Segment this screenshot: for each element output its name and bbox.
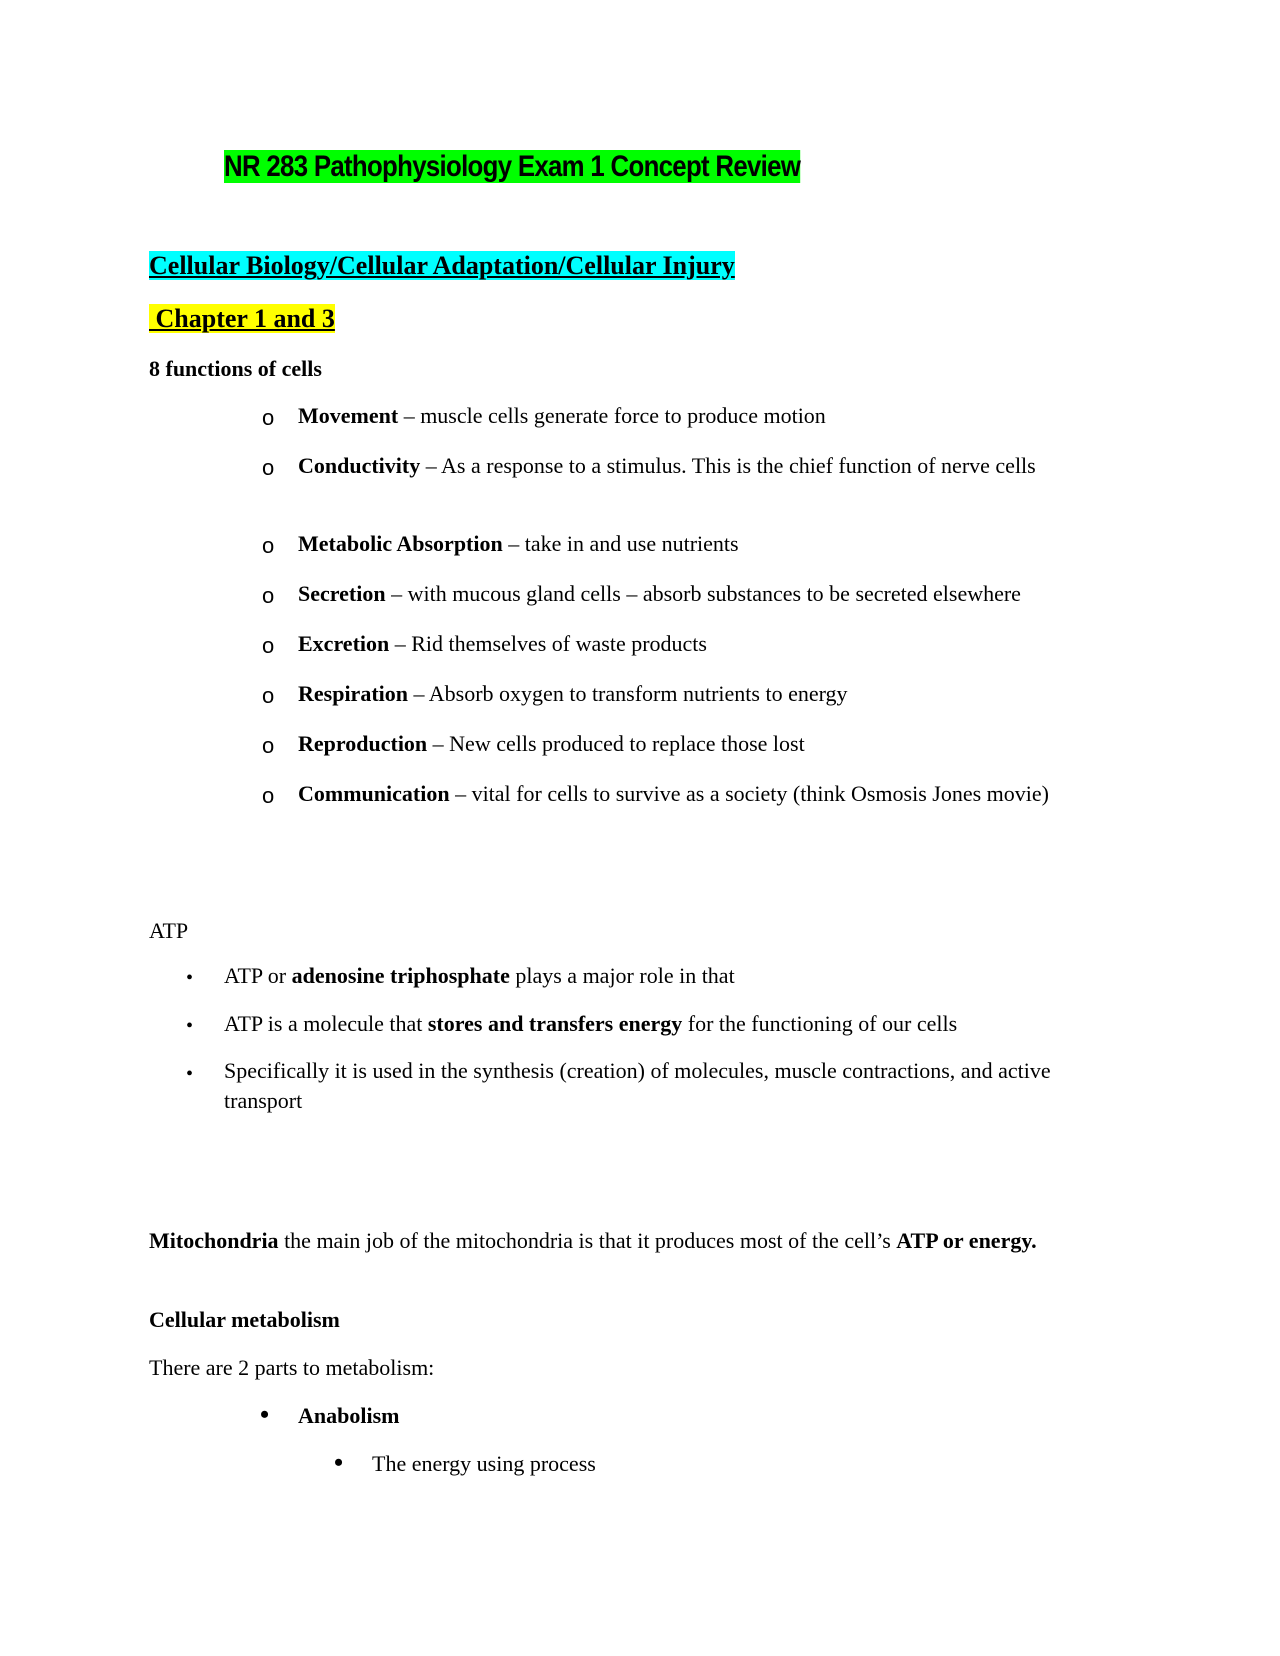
- function-desc: – As a response to a stimulus. This is the chief function of nerve cells: [420, 453, 1036, 478]
- function-desc: – New cells produced to replace those lost: [427, 731, 805, 756]
- list-item: [298, 728, 1118, 760]
- document-title-text: NR 283 Pathophysiology Exam 1 Concept Review: [224, 150, 801, 183]
- mitochondria-paragraph: [149, 1225, 1089, 1256]
- function-desc: – take in and use nutrients: [502, 531, 739, 556]
- list-item: [298, 400, 1118, 432]
- function-term: Communication: [298, 781, 450, 806]
- list-bullet: •: [260, 1400, 270, 1429]
- atp-text: ATP is a molecule that: [224, 1011, 428, 1036]
- function-term: Respiration: [298, 681, 408, 706]
- metabolism-intro: There are 2 parts to metabolism:: [149, 1355, 435, 1380]
- function-desc: – Rid themselves of waste products: [389, 631, 707, 656]
- list-bullet: o: [262, 733, 275, 758]
- list-item: [298, 678, 1118, 710]
- list-item: [224, 960, 1104, 992]
- mitochondria-bold-end: ATP or energy.: [896, 1228, 1037, 1253]
- function-term: Metabolic Absorption: [298, 531, 503, 556]
- metabolism-heading: Cellular metabolism: [149, 1307, 340, 1332]
- list-bullet: o: [262, 405, 275, 430]
- section-heading: [149, 250, 735, 282]
- anabolism-heading: Anabolism: [298, 1403, 400, 1428]
- function-desc: – muscle cells generate force to produce motion: [398, 403, 826, 428]
- atp-heading: ATP: [149, 918, 189, 943]
- list-item: [224, 1056, 1104, 1116]
- mitochondria-text: the main job of the mitochondria is that it produces most of the cell’s: [278, 1228, 897, 1253]
- atp-text: ATP or: [224, 963, 292, 988]
- atp-text: for the functioning of our cells: [682, 1011, 958, 1036]
- list-bullet: •: [334, 1448, 344, 1477]
- list-item: [298, 528, 1118, 560]
- list-item: [298, 578, 1138, 610]
- functions-heading: 8 functions of cells: [149, 356, 322, 381]
- list-bullet: o: [262, 683, 275, 708]
- atp-bold-text: adenosine triphosphate: [291, 963, 510, 988]
- list-bullet: •: [186, 1063, 194, 1085]
- list-item: [224, 1008, 1104, 1040]
- function-term: Excretion: [298, 631, 390, 656]
- atp-text: Specifically it is used in the synthesis (creation) of molecules, muscle contractions, and active transport: [224, 1058, 1051, 1113]
- atp-text: plays a major role in that: [509, 963, 735, 988]
- function-desc: – Absorb oxygen to transform nutrients to energy: [408, 681, 848, 706]
- list-bullet: o: [262, 583, 275, 608]
- list-bullet: o: [262, 783, 275, 808]
- list-bullet: o: [262, 633, 275, 658]
- chapter-heading: [149, 303, 335, 335]
- function-desc: – vital for cells to survive as a society (think Osmosis Jones movie): [449, 781, 1049, 806]
- list-item: [298, 450, 1118, 482]
- list-bullet: o: [262, 455, 275, 480]
- function-term: Movement: [298, 403, 399, 428]
- document-title: [224, 148, 800, 186]
- mitochondria-term: Mitochondria: [149, 1228, 279, 1253]
- atp-bold-text: stores and transfers energy: [427, 1011, 683, 1036]
- list-item: [298, 628, 1118, 660]
- function-term: Secretion: [298, 581, 386, 606]
- anabolism-description: The energy using process: [372, 1451, 596, 1476]
- function-desc: – with mucous gland cells – absorb substances to be secreted elsewhere: [385, 581, 1021, 606]
- list-bullet: •: [186, 967, 194, 989]
- list-item: [298, 778, 1118, 810]
- list-bullet: o: [262, 533, 275, 558]
- section-heading-text: Cellular Biology/Cellular Adaptation/Cellular Injury: [149, 251, 735, 280]
- function-term: Reproduction: [298, 731, 428, 756]
- function-term: Conductivity: [298, 453, 421, 478]
- chapter-heading-text: Chapter 1 and 3: [149, 304, 335, 333]
- list-bullet: •: [186, 1015, 194, 1037]
